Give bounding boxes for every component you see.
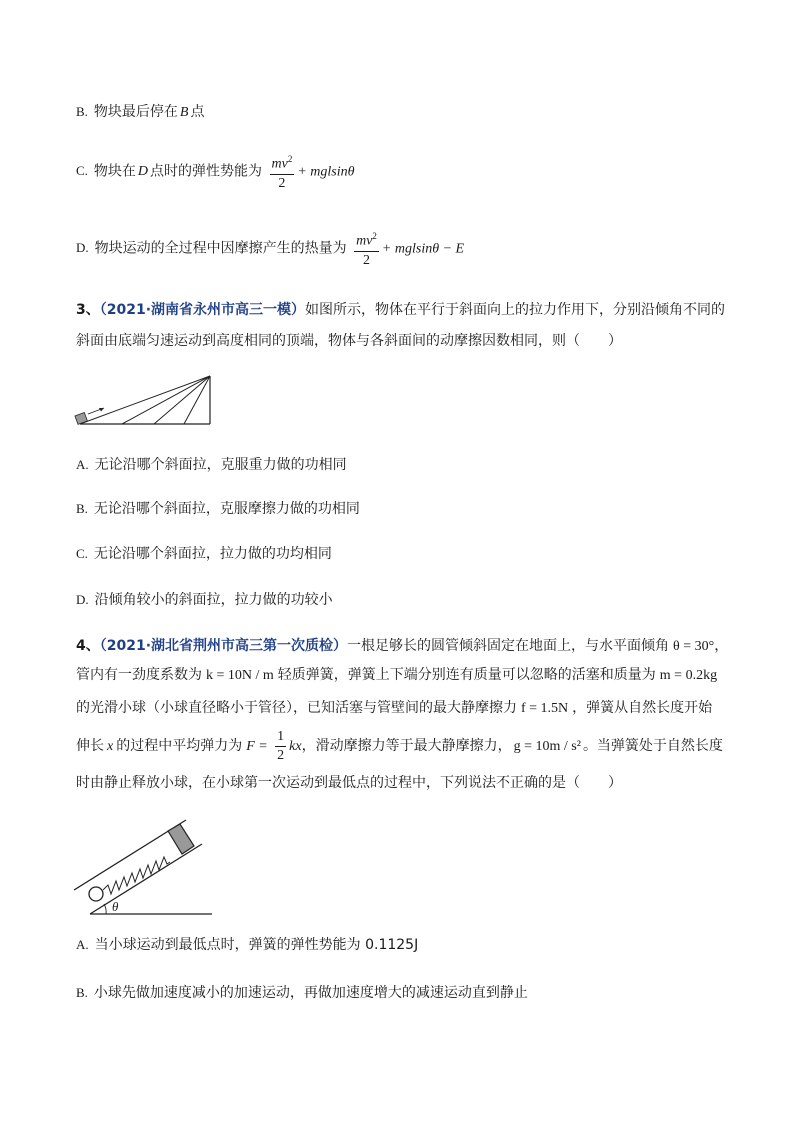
q2-option-d: D. 物块运动的全过程中因摩擦产生的热量为 $\frac{mv^2}{2}$ + mglsinθ − E <box>76 227 464 270</box>
q4-option-b: B. 小球先做加速度减小的加速运动，再做加速度增大的减速运动直到静止 <box>76 985 528 1001</box>
tube-lower-wall <box>90 844 202 914</box>
q4-option-a: A. 当小球运动到最低点时，弹簧的弹性势能为 0.1125J <box>76 937 419 953</box>
q4-stem-line2: 管内有一劲度系数为 k = 10N / m 轻质弹簧，弹簧上下端分别连有质量可以忽略的活塞和质量为 m = 0.2kg <box>76 667 718 683</box>
tube-spring-figure <box>70 814 216 918</box>
q4-stem-line1: 4、（2021·湖北省荆州市高三第一次质检）一根足够长的圆管倾斜固定在地面上，与水平面倾角 θ = 30°， <box>76 638 729 654</box>
angle-arc <box>104 904 106 914</box>
q2-option-c: C. 物块在 D 点时的弹性势能为 $\frac{mv^2}{2}$ + mglsinθ <box>76 150 355 193</box>
q3-option-b: B. 无论沿哪个斜面拉，克服摩擦力做的功相同 <box>76 501 360 517</box>
q4-stem-line5: 时由静止释放小球，在小球第一次运动到最低点的过程中，下列说法不正确的是（ ） <box>76 775 622 791</box>
fraction-mv2-over-2: $\frac{mv^2}{2}$ <box>270 150 295 193</box>
incline-large-angle <box>154 376 210 424</box>
q3-option-d: D. 沿倾角较小的斜面拉，拉力做的功较小 <box>76 592 333 608</box>
q3-option-a: A. 无论沿哪个斜面拉，克服重力做的功相同 <box>76 457 347 473</box>
fraction-mv2-over-2: $\frac{mv^2}{2}$ <box>354 227 379 270</box>
inclined-planes-figure <box>72 372 214 430</box>
q3-stem-line1: 3、（2021·湖南省永州市高三一模）如图所示，物体在平行于斜面向上的拉力作用下，分别沿倾角不同的 <box>76 302 726 318</box>
theta-label: θ <box>112 899 119 914</box>
ball <box>89 887 103 901</box>
spring-coil <box>103 857 170 894</box>
q3-option-c: C. 无论沿哪个斜面拉，拉力做的功均相同 <box>76 546 332 562</box>
q4-stem-line3: 的光滑小球（小球直径略小于管径），已知活塞与管壁间的最大静摩擦力 f = 1.5N ，弹簧从自然长度开始 <box>76 700 713 716</box>
piston <box>168 824 194 854</box>
q3-stem-line2: 斜面由底端匀速运动到高度相同的顶端，物体与各斜面间的动摩擦因数相同，则（ ） <box>76 333 622 349</box>
q4-stem-line4: 伸长 x 的过程中平均弹力为 F = $\frac{1}{2}$ kx，滑动摩擦力等于最大静摩擦力， g = 10m / s² 。当弹簧处于自然长度 <box>76 728 723 763</box>
block-object <box>75 413 87 425</box>
q2-option-b: B. 物块最后停在 B 点 <box>76 104 205 120</box>
fraction-one-half: $\frac{1}{2}$ <box>277 728 285 763</box>
incline-small-angle <box>80 376 210 424</box>
